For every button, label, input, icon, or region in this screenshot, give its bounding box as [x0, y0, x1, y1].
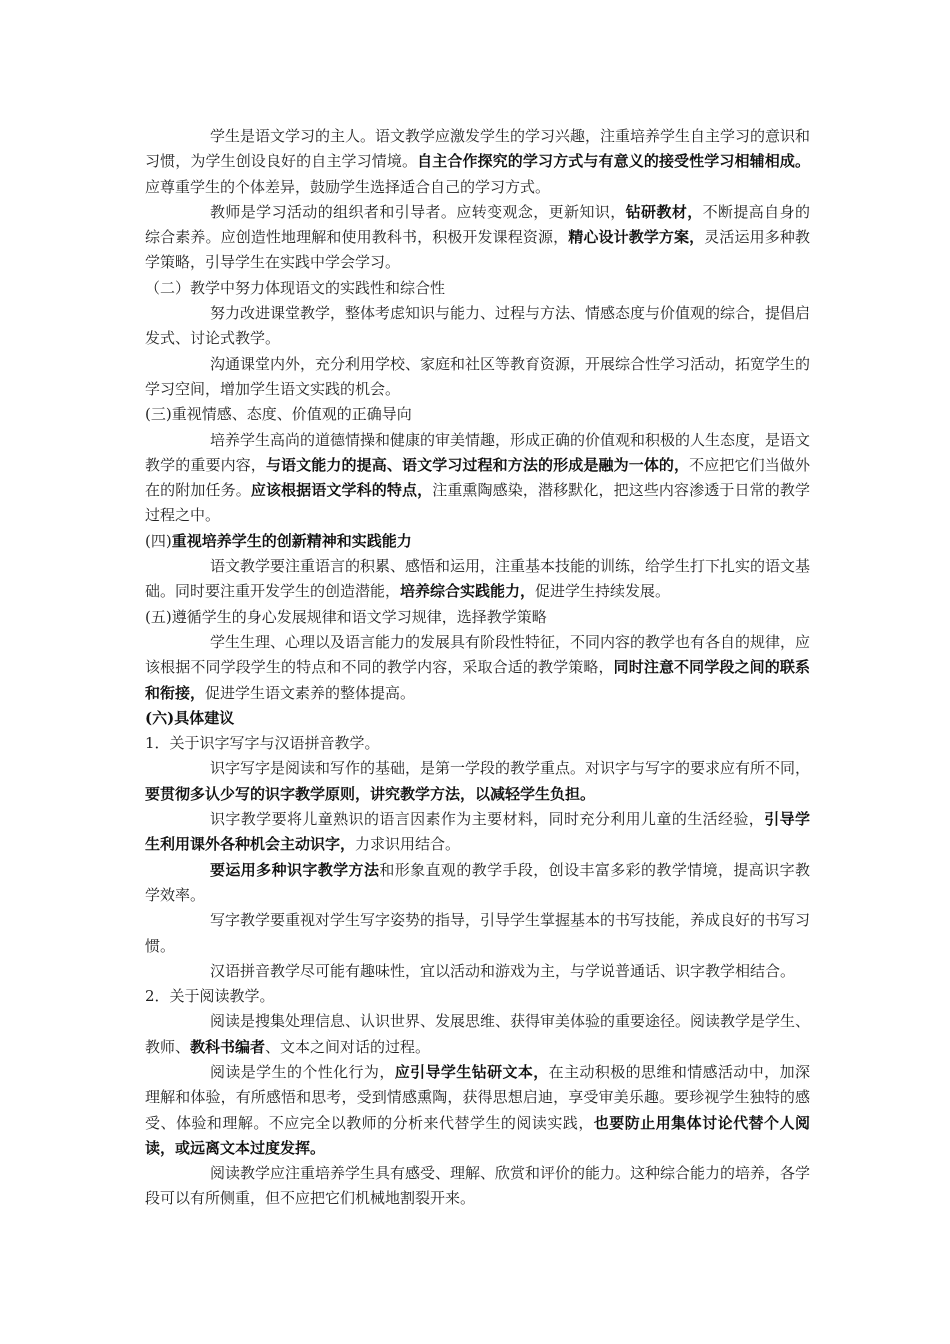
paragraph-text: 教师是学习活动的组织者和引导者。应转变观念，更新知识，: [210, 202, 626, 221]
emphasized-text: 要运用多种识字教学方法: [210, 860, 380, 879]
body-paragraph: [145, 1060, 810, 1161]
paragraph-text: 灵活运用多种教学策略，引导学生在实践中学会学习。: [145, 228, 810, 272]
body-paragraph: [145, 630, 810, 706]
section-heading: [145, 706, 810, 731]
paragraph-text: 阅读是学生的个性化行为，: [210, 1062, 395, 1081]
paragraph-text: 和形象直观的教学手段，创设丰富多彩的教学情境，提高识字教学效率。: [145, 860, 810, 904]
body-paragraph: [145, 200, 810, 276]
emphasized-text: 培养综合实践能力，: [400, 582, 536, 601]
section-heading: [145, 529, 810, 554]
paragraph-text: 在主动积极的思维和情感活动中，加深理解和体验，有所感悟和思考，受到情感熏陶，获得思想启迪，享受审美乐趣。要珍视学生独特的感受、体验和理解。不应完全以教师的分析来代替学生的阅读实践，: [145, 1062, 810, 1132]
paragraph-text: (四): [145, 531, 172, 550]
document-page: [145, 124, 810, 1212]
emphasized-text: 重视培养学生的创新精神和实践能力: [171, 531, 412, 550]
body-paragraph: [145, 352, 810, 403]
paragraph-text: 阅读是搜集处理信息、认识世界、发展思维、获得审美体验的重要途径。阅读教学是学生、教师、: [145, 1012, 811, 1056]
paragraph-text: 阅读教学应注重培养学生具有感受、理解、欣赏和评价的能力。这种综合能力的培养，各学段可以有所侧重，但不应把它们机械地割裂开来。: [145, 1164, 811, 1208]
section-heading: [145, 984, 810, 1009]
paragraph-text: 识字教学要将儿童熟识的语言因素作为主要材料，同时充分利用儿童的生活经验，: [210, 810, 765, 829]
emphasized-text: 同时注意不同学段之间的联系和衔接，: [145, 658, 810, 702]
paragraph-text: (三)重视情感、态度、价值观的正确导向: [145, 405, 412, 424]
paragraph-text: (五)遵循学生的身心发展规律和语文学习规律，选择教学策略: [145, 607, 547, 626]
emphasized-text: 也要防止用集体讨论代替个人阅读，或远离文本过度发挥。: [145, 1113, 810, 1157]
section-heading: [145, 276, 810, 301]
paragraph-text: 、文本之间对话的过程。: [265, 1037, 431, 1056]
paragraph-text: 语文教学要注重语言的积累、感悟和运用，注重基本技能的训练，给学生打下扎实的语文基础。同时要注重开发学生的创造潜能，: [145, 557, 811, 601]
emphasized-text: 精心设计教学方案，: [568, 228, 705, 247]
paragraph-text: 不应把它们当做外在的附加任务。: [145, 455, 810, 500]
emphasized-text: 教科书编者: [190, 1037, 266, 1056]
paragraph-text: 汉语拼音教学尽可能有趣味性，宜以活动和游戏为主，与学说普通话、识字教学相结合。: [210, 961, 796, 980]
body-paragraph: [145, 1009, 810, 1060]
emphasized-text: 与语文能力的提高、语文学习过程和方法的形成是融为一体的，: [265, 455, 690, 474]
body-paragraph: [145, 554, 810, 605]
emphasized-text: 钻研教材，: [625, 202, 703, 221]
paragraph-text: 学生生理、心理以及语言能力的发展具有阶段性特征，不同内容的教学也有各自的规律，应该根据不同学段学生的特点和不同的教学内容，采取合适的教学策略，: [145, 632, 811, 677]
paragraph-text: 2．关于阅读教学。: [145, 987, 275, 1006]
body-paragraph: [145, 908, 810, 959]
paragraph-text: 学生是语文学习的主人。语文教学应激发学生的学习兴趣，注重培养学生自主学习的意识和习惯，为学生创设良好的自主学习情境。: [145, 127, 811, 171]
body-paragraph: [145, 959, 810, 984]
paragraph-text: （二）教学中努力体现语文的实践性和综合性: [145, 278, 446, 297]
emphasized-text: 应引导学生钻研文本，: [394, 1062, 549, 1081]
emphasized-text: (六)具体建议: [145, 708, 235, 727]
paragraph-text: 写字教学要重视对学生写字姿势的指导，引导学生掌握基本的书写技能，养成良好的书写习惯。: [145, 911, 811, 955]
section-heading: [145, 402, 810, 427]
body-paragraph: [145, 124, 810, 200]
paragraph-text: 识字写字是阅读和写作的基础，是第一学段的教学重点。对识字与写字的要求应有所不同，: [210, 759, 811, 778]
section-heading: [145, 605, 810, 630]
paragraph-text: 力求识用结合。: [355, 835, 461, 854]
emphasized-text: 要贯彻多认少写的识字教学原则，讲究教学方法，以减轻学生负担。: [145, 784, 596, 803]
emphasized-text: 自主合作探究的学习方式与有意义的接受性学习相辅相成。: [417, 152, 810, 171]
paragraph-text: 应尊重学生的个体差异，鼓励学生选择适合自己的学习方式。: [145, 177, 551, 196]
paragraph-text: 沟通课堂内外，充分利用学校、家庭和社区等教育资源，开展综合性学习活动，拓宽学生的学习空间，增加学生语文实践的机会。: [145, 354, 811, 398]
body-paragraph: [145, 756, 810, 807]
emphasized-text: 应该根据语文学科的特点，: [250, 481, 433, 500]
paragraph-text: 培养学生高尚的道德情操和健康的审美情趣，形成正确的价值观和积极的人生态度，是语文教学的重要内容，: [145, 430, 811, 474]
body-paragraph: [145, 428, 810, 529]
paragraph-text: 促进学生语文素养的整体提高。: [205, 683, 416, 702]
paragraph-text: 注重熏陶感染，潜移默化，把这些内容渗透于日常的教学过程之中。: [145, 481, 810, 525]
paragraph-text: 1．关于识字写字与汉语拼音教学。: [145, 734, 380, 753]
paragraph-text: 促进学生持续发展。: [535, 582, 671, 601]
body-paragraph: [145, 807, 810, 858]
paragraph-text: 努力改进课堂教学，整体考虑知识与能力、过程与方法、情感态度与价值观的综合，提倡启发式、讨论式教学。: [145, 304, 811, 348]
paragraph-text: 不断提高自身的综合素养。应创造性地理解和使用教科书，积极开发课程资源，: [145, 202, 810, 247]
body-paragraph: [145, 301, 810, 352]
emphasized-text: 引导学生利用课外各种机会主动识字，: [145, 810, 810, 854]
body-paragraph: [145, 858, 810, 909]
body-paragraph: [145, 1161, 810, 1212]
section-heading: [145, 731, 810, 756]
